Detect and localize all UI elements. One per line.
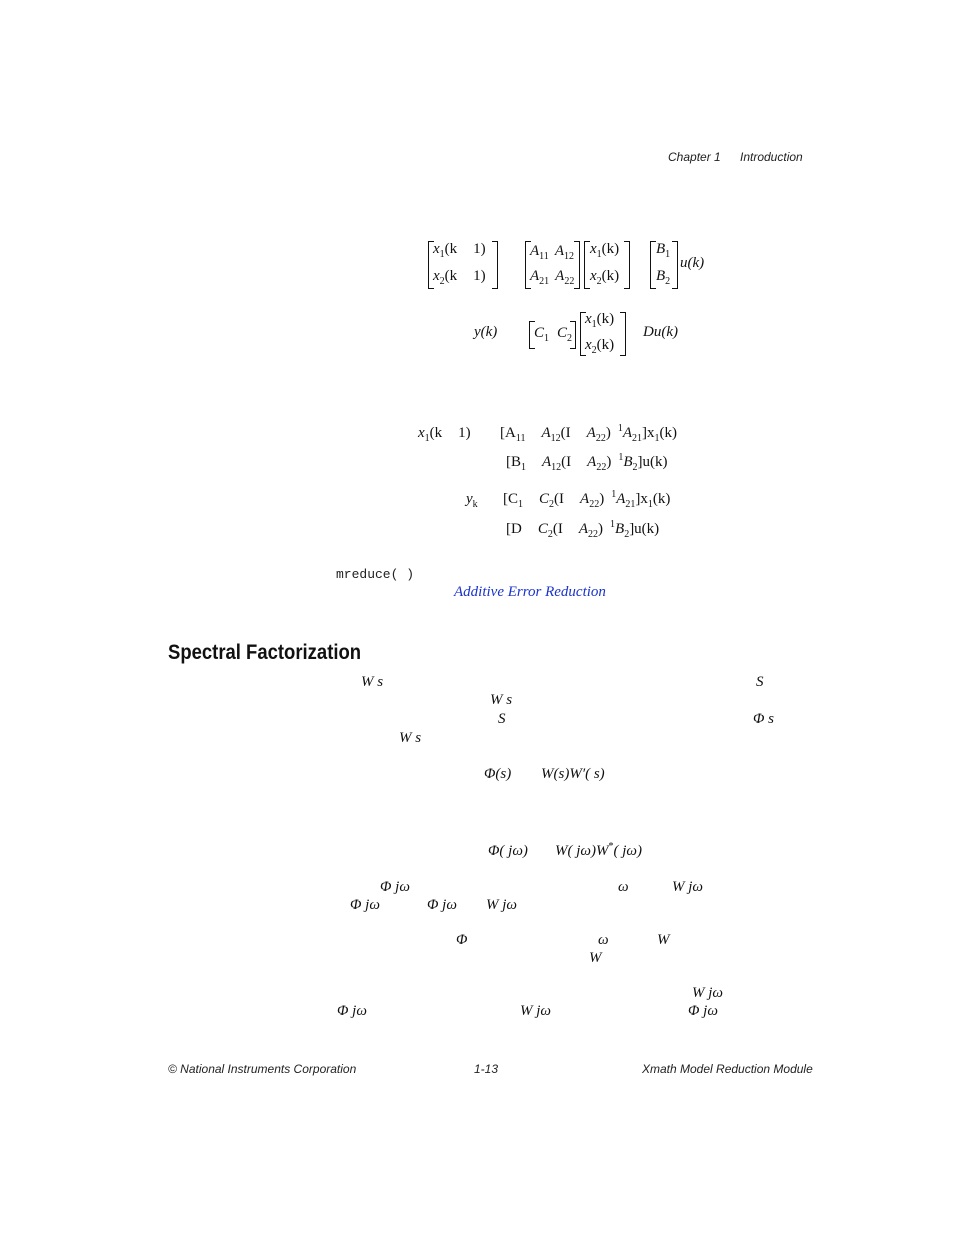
fragment-s: S [756, 674, 764, 690]
vector-x-row1: $x_1(k)$ [585, 311, 615, 330]
equation-phi-jw: Φ( jω) [488, 843, 528, 859]
footer-page-number: 1-13 [474, 1062, 499, 1076]
reduced-y-rhs-line2: [D $C_2(I$ $A_{22}$) $^1B_2]u(k)$ [506, 519, 660, 540]
input-u: u(k) [680, 255, 705, 271]
header-section: Introduction [740, 150, 803, 164]
fragment-w-jw: W jω [692, 985, 724, 1001]
equation-wjw-product: W( jω)W*( jω) [555, 841, 642, 859]
fragment-phi: Φ [456, 932, 468, 948]
equation-phi-s: Φ(s) [484, 766, 512, 782]
fragment-phi-jw: Φ jω [427, 897, 457, 913]
bracket-right [492, 241, 498, 289]
bracket-right [620, 312, 626, 356]
fragment-phi-jw: Φ jω [337, 1003, 367, 1019]
fragment-w: W [589, 950, 602, 966]
fragment-phi-jw: Φ jω [350, 897, 380, 913]
bracket-right [672, 241, 678, 289]
footer-copyright: © National Instruments Corporation [168, 1062, 357, 1076]
fragment-omega: ω [618, 879, 629, 895]
eq-lhs-row2: $x_2(k$ 1) [433, 268, 486, 287]
reduced-x-rhs-line2: [$B_1$ $A_{12}(I$ $A_{22}$) $^1B_2]u(k)$ [506, 452, 668, 473]
matrix-b-row2: $B_2$ [656, 268, 671, 287]
footer-manual-title: Xmath Model Reduction Module [642, 1062, 813, 1076]
vector-x-row2: $x_2(k)$ [585, 337, 615, 356]
vector-x-row2: $x_2(k)$ [590, 268, 620, 287]
reduced-y-lhs: $y_k$ [466, 491, 478, 510]
vector-x-row1: $x_1(k)$ [590, 241, 620, 260]
reduced-x-rhs-line1: [$A_{11}$ $A_{12}(I$ $A_{22}$) $^1A_{21}]x_1(k)$ [500, 423, 677, 444]
reduced-y-rhs-line1: [$C_1$ $C_2(I$ $A_{22}$) $^1A_{21}]x_1(k)$ [503, 489, 671, 510]
equation-ws-product: W(s)W′( s) [541, 766, 605, 782]
section-heading: Spectral Factorization [168, 641, 362, 664]
fragment-w-jw: W jω [672, 879, 704, 895]
matrix-c: $C_1$ $C_2$ [534, 325, 573, 344]
fragment-ws: W s [490, 692, 513, 708]
fragment-phi-s: Φ s [753, 711, 775, 727]
fragment-ws: W s [361, 674, 384, 690]
output-y: y(k) [474, 324, 498, 340]
matrix-a-row1: $A_{11}$ $A_{12}$ [530, 243, 574, 262]
fragment-phi-jw: Φ jω [688, 1003, 718, 1019]
bracket-right [574, 241, 580, 289]
code-mreduce: mreduce( ) [336, 567, 415, 582]
fragment-w-jw: W jω [520, 1003, 552, 1019]
header-chapter: Chapter 1 [668, 150, 721, 164]
bracket-right [570, 321, 576, 349]
bracket-right [624, 241, 630, 289]
matrix-b-row1: $B_1$ [656, 241, 671, 260]
fragment-phi-jw: Φ jω [380, 879, 410, 895]
matrix-a-row2: $A_{21}$ $A_{22}$ [530, 268, 575, 287]
eq-lhs-row1: $x_1(k$ 1) [433, 241, 486, 260]
fragment-omega: ω [598, 932, 609, 948]
link-additive-error-reduction[interactable]: Additive Error Reduction [454, 584, 606, 600]
fragment-w: W [657, 932, 670, 948]
fragment-w-jw: W jω [486, 897, 518, 913]
reduced-x-lhs: $x_1(k$ 1) [418, 425, 471, 444]
feedthrough-du: Du(k) [643, 324, 678, 340]
fragment-ws: W s [399, 730, 422, 746]
fragment-s: S [498, 711, 506, 727]
